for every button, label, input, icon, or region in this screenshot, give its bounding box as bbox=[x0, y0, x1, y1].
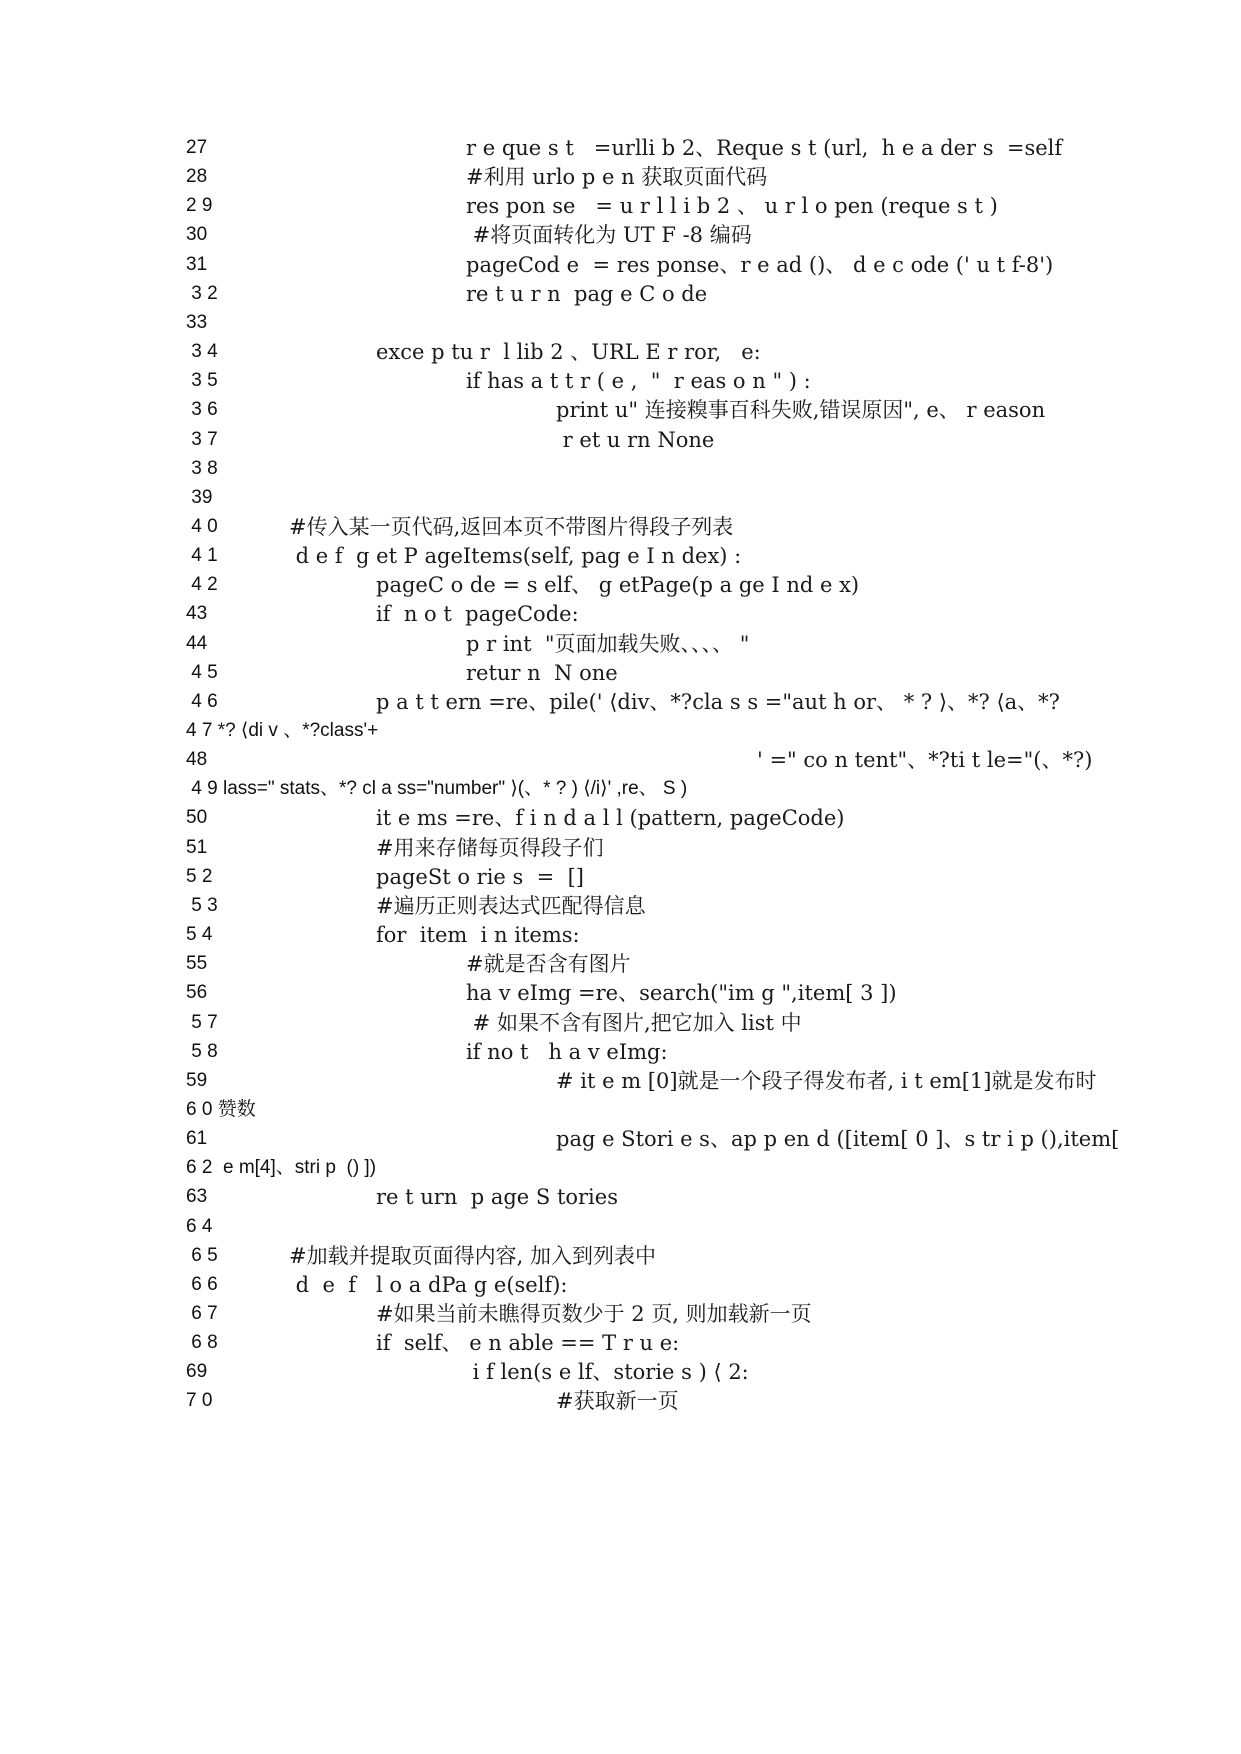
line-number: 4 0 bbox=[186, 515, 218, 537]
code-text: if no t h a v eImg: bbox=[466, 1039, 668, 1064]
code-line bbox=[0, 394, 1241, 427]
code-text: #传入某一页代码,返回本页不带图片得段子列表 bbox=[289, 514, 734, 539]
code-text: pageSt o rie s = [] bbox=[376, 864, 584, 889]
code-text: res pon se = u r l l i b 2 、 u r l o pen (reque s t ) bbox=[466, 194, 998, 219]
code-line bbox=[0, 1298, 1241, 1331]
code-line bbox=[0, 919, 1241, 952]
line-number: 5 7 bbox=[186, 1011, 218, 1033]
line-number: 30 bbox=[186, 224, 208, 246]
line-number: 55 bbox=[186, 953, 208, 975]
code-text: # 如果不含有图片,把它加入 list 中 bbox=[466, 1010, 802, 1035]
code-line bbox=[0, 832, 1241, 865]
line-number: 39 bbox=[186, 486, 213, 508]
code-line bbox=[0, 161, 1241, 194]
code-text: #遍历正则表达式匹配得信息 bbox=[376, 893, 646, 918]
line-number: 4 7 *? ⟨di v 、*?class'+ bbox=[186, 720, 379, 741]
code-line bbox=[0, 569, 1241, 602]
code-text: if n o t pageCode: bbox=[376, 602, 579, 627]
line-number: 4 1 bbox=[186, 545, 218, 567]
code-line bbox=[0, 249, 1241, 282]
code-line bbox=[0, 598, 1241, 631]
line-number: 6 0 赞数 bbox=[186, 1098, 256, 1120]
code-text: #用来存储每页得段子们 bbox=[376, 835, 604, 860]
code-line bbox=[0, 1007, 1241, 1040]
code-line bbox=[0, 628, 1241, 661]
code-text: i f len(s e lf、storie s ) ⟨ 2: bbox=[466, 1360, 749, 1385]
code-line bbox=[0, 686, 1241, 719]
code-line bbox=[0, 744, 1241, 777]
line-number: 56 bbox=[186, 982, 208, 1004]
code-text: re t urn p age S tories bbox=[376, 1185, 618, 1210]
line-number: 63 bbox=[186, 1186, 208, 1208]
code-line bbox=[0, 540, 1241, 573]
line-number: 51 bbox=[186, 836, 208, 858]
line-number: 43 bbox=[186, 603, 208, 625]
code-text: pag e Stori e s、ap p en d ([item[ 0 ]、s tr i p (),item[ bbox=[556, 1127, 1120, 1152]
code-line bbox=[0, 132, 1241, 165]
code-text: retur n N one bbox=[466, 660, 618, 685]
code-line bbox=[0, 1094, 1241, 1127]
code-line bbox=[0, 1356, 1241, 1389]
code-text: r et u rn None bbox=[556, 427, 715, 452]
code-line bbox=[0, 1123, 1241, 1156]
line-number: 50 bbox=[186, 807, 208, 829]
line-number: 3 6 bbox=[186, 399, 218, 421]
code-line bbox=[0, 453, 1241, 486]
line-number: 28 bbox=[186, 166, 208, 188]
line-number: 6 2 e m[4]、stri p () ]) bbox=[186, 1157, 377, 1179]
line-number: 48 bbox=[186, 749, 208, 771]
code-text: print u" 连接糗事百科失败,错误原因", e、 r eason bbox=[556, 398, 1046, 423]
line-number: 31 bbox=[186, 253, 208, 275]
code-text: for item i n items: bbox=[376, 923, 580, 948]
code-line bbox=[0, 482, 1241, 515]
code-text: # it e m [0]就是一个段子得发布者, i t em[1]就是发布时 bbox=[556, 1068, 1097, 1093]
code-text: #利用 urlo p e n 获取页面代码 bbox=[466, 165, 768, 190]
line-number: 4 5 bbox=[186, 661, 218, 683]
code-text: exce p tu r l lib 2 、URL E r ror, e: bbox=[376, 340, 761, 365]
code-line bbox=[0, 861, 1241, 894]
code-line bbox=[0, 977, 1241, 1010]
code-line bbox=[0, 773, 1241, 806]
code-text: re t u r n pag e C o de bbox=[466, 281, 708, 306]
code-text: ' =" co n tent"、*?ti t le="(、*?) bbox=[757, 748, 1093, 773]
line-number: 3 8 bbox=[186, 457, 218, 479]
code-line bbox=[0, 307, 1241, 340]
code-line bbox=[0, 1385, 1241, 1418]
code-line bbox=[0, 715, 1241, 748]
code-line bbox=[0, 1181, 1241, 1214]
line-number: 44 bbox=[186, 632, 208, 654]
code-line bbox=[0, 1327, 1241, 1360]
code-line bbox=[0, 657, 1241, 690]
line-number: 3 4 bbox=[186, 341, 218, 363]
code-line bbox=[0, 1152, 1241, 1185]
line-number: 6 6 bbox=[186, 1273, 218, 1295]
code-line bbox=[0, 1240, 1241, 1273]
line-number: 6 5 bbox=[186, 1244, 218, 1266]
line-number: 5 4 bbox=[186, 924, 213, 946]
code-text: d e f l o a dPa g e(self): bbox=[289, 1272, 568, 1297]
code-text: ha v eImg =re、search("im g ",item[ 3 ]) bbox=[466, 981, 897, 1006]
line-number: 3 2 bbox=[186, 282, 218, 304]
code-text: pageCod e = res ponse、r e ad ()、 d e c ode (' u t f-8') bbox=[466, 252, 1054, 277]
code-text: #将页面转化为 UT F -8 编码 bbox=[466, 223, 752, 248]
line-number: 5 8 bbox=[186, 1040, 218, 1062]
line-number: 59 bbox=[186, 1069, 208, 1091]
line-number: 6 7 bbox=[186, 1303, 218, 1324]
code-text: #获取新一页 bbox=[556, 1389, 679, 1414]
code-line bbox=[0, 1065, 1241, 1098]
code-line bbox=[0, 365, 1241, 398]
line-number: 3 5 bbox=[186, 370, 218, 392]
line-number: 2 9 bbox=[186, 195, 213, 217]
code-text: pageC o de = s elf、 g etPage(p a ge I nd e x) bbox=[376, 573, 860, 598]
code-text: if has a t t r ( e , " r eas o n " ) : bbox=[466, 369, 811, 394]
line-number: 5 2 bbox=[186, 865, 213, 887]
line-number: 4 9 lass=" stats、*? cl a ss="number" ⟩(、* ? ) ⟨/i⟩' ,re、 S ) bbox=[186, 778, 688, 800]
code-line bbox=[0, 219, 1241, 252]
code-text: #如果当前未瞧得页数少于 2 页, 则加载新一页 bbox=[376, 1302, 812, 1326]
code-line bbox=[0, 1211, 1241, 1244]
code-line bbox=[0, 890, 1241, 923]
line-number: 69 bbox=[186, 1361, 208, 1383]
code-text: p a t t ern =re、pile(' ⟨div、*?cla s s ="aut h or、 * ? ⟩、*? ⟨a、*? bbox=[376, 689, 1060, 714]
code-text: p r int "页面加载失败、、、、 " bbox=[466, 631, 750, 656]
code-line bbox=[0, 1269, 1241, 1302]
code-text: if self、 e n able == T r u e: bbox=[376, 1331, 680, 1356]
line-number: 6 4 bbox=[186, 1215, 213, 1237]
line-number: 6 8 bbox=[186, 1332, 218, 1354]
line-number: 4 2 bbox=[186, 574, 218, 596]
code-text: #加载并提取页面得内容, 加入到列表中 bbox=[289, 1243, 656, 1268]
line-number: 3 7 bbox=[186, 428, 218, 450]
code-text: it e ms =re、f i n d a l l (pattern, pageCode) bbox=[376, 806, 845, 831]
code-line bbox=[0, 802, 1241, 835]
code-text: d e f g et P ageItems(self, pag e I n dex) : bbox=[289, 544, 742, 569]
code-text: #就是否含有图片 bbox=[466, 952, 631, 977]
line-number: 4 6 bbox=[186, 690, 218, 712]
line-number: 7 0 bbox=[186, 1390, 213, 1412]
code-line bbox=[0, 948, 1241, 981]
code-text: r e que s t =urlli b 2、Reque s t (url, h e a der s =self bbox=[466, 136, 1063, 160]
code-line bbox=[0, 511, 1241, 544]
line-number: 61 bbox=[186, 1128, 208, 1150]
code-line bbox=[0, 190, 1241, 223]
code-line bbox=[0, 336, 1241, 369]
code-line bbox=[0, 278, 1241, 311]
code-line bbox=[0, 424, 1241, 457]
line-number: 33 bbox=[186, 311, 208, 333]
code-line bbox=[0, 1036, 1241, 1069]
line-number: 5 3 bbox=[186, 894, 218, 916]
line-number: 27 bbox=[186, 137, 208, 158]
